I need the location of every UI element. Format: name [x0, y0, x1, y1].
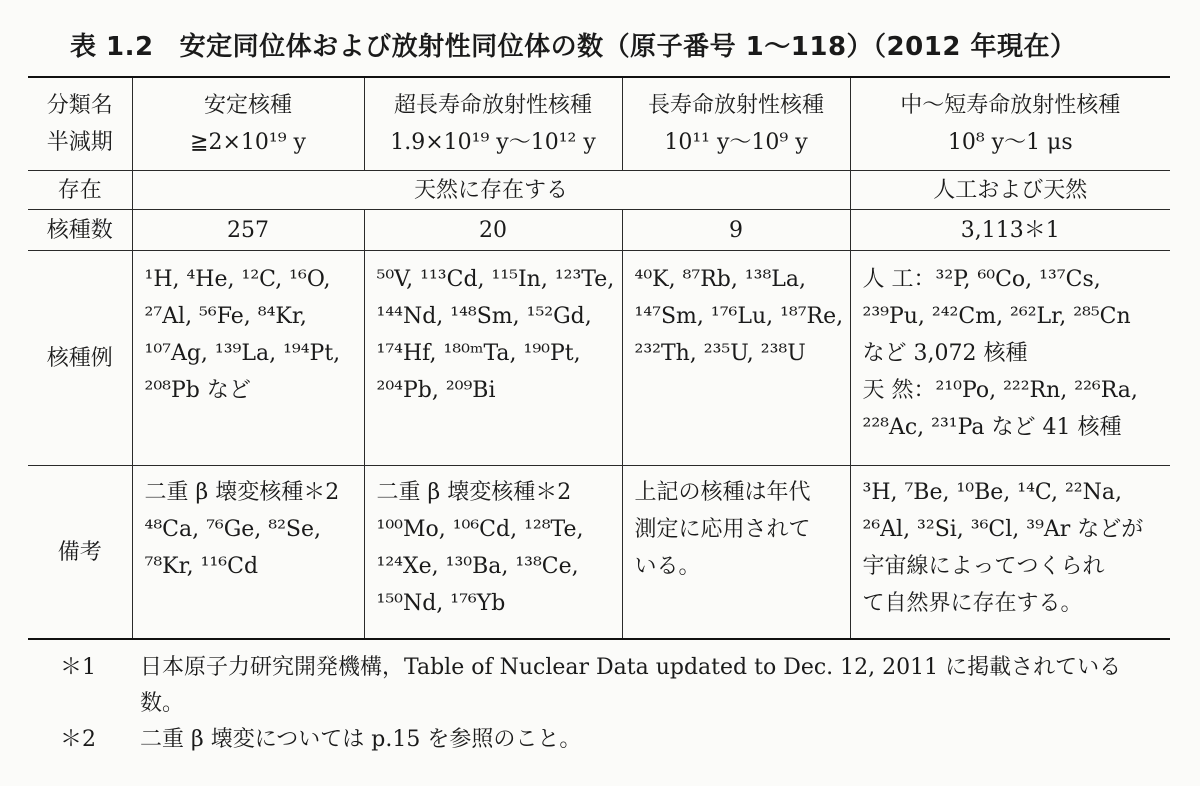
example-line: ²⁰⁴Pb, ²⁰⁹Bi [376, 378, 496, 403]
remark-line: 宇宙線によってつくられ [862, 554, 1105, 579]
footnote-line: 日本原子力研究開発機構，Table of Nuclear Data updated to Dec. 12, 2011 に掲載されている [140, 655, 1122, 680]
example-line: ¹⁴⁷Sm, ¹⁷⁶Lu, ¹⁸⁷Re, [634, 304, 844, 329]
example-line: ²³²Th, ²³⁵U, ²³⁸U [634, 341, 806, 366]
table-title [70, 26, 1170, 63]
remark-line: いる。 [634, 554, 701, 579]
remark-line: て自然界に存在する。 [862, 591, 1083, 616]
remark-line: ¹⁵⁰Nd, ¹⁷⁶Yb [376, 591, 506, 616]
remarks-stable [132, 466, 364, 640]
remarks-ultra-long [364, 466, 622, 640]
isotope-table [28, 76, 1170, 640]
footnote-text [140, 722, 1170, 758]
footnote-2 [60, 722, 1170, 758]
count-medium-short: 3,113＊1 [850, 210, 1170, 251]
table-number: 表 1.2 [70, 32, 154, 62]
column-name: 長寿命放射性核種 [647, 93, 824, 118]
remark-line: 二重 β 壊変核種＊2 [376, 480, 572, 505]
existence-row [28, 171, 1170, 210]
remarks-label: 備考 [28, 466, 132, 640]
example-line: など 3,072 核種 [862, 341, 1028, 366]
examples-row [28, 251, 1170, 466]
example-line: ²⁰⁸Pb など [144, 378, 251, 403]
example-line: ⁵⁰V, ¹¹³Cd, ¹¹⁵In, ¹²³Te, [376, 267, 615, 292]
examples-label: 核種例 [28, 251, 132, 466]
column-name: 超長寿命放射性核種 [393, 93, 592, 118]
column-half-life: ≧2×10¹⁹ y [190, 130, 306, 155]
column-name: 安定核種 [203, 93, 292, 118]
examples-ultra-long [364, 251, 622, 466]
existence-natural: 天然に存在する [132, 171, 850, 210]
header-row [28, 77, 1170, 171]
existence-label: 存在 [28, 171, 132, 210]
example-line: ²³⁹Pu, ²⁴²Cm, ²⁶²Lr, ²⁸⁵Cn [862, 304, 1131, 329]
example-line: ¹⁰⁷Ag, ¹³⁹La, ¹⁹⁴Pt, [144, 341, 341, 366]
count-ultra-long: 20 [364, 210, 622, 251]
example-line: ¹⁴⁴Nd, ¹⁴⁸Sm, ¹⁵²Gd, [376, 304, 592, 329]
count-label: 核種数 [28, 210, 132, 251]
category-label: 分類名 [46, 93, 113, 118]
examples-long [622, 251, 850, 466]
footnotes [60, 650, 1170, 758]
footnote-line: 二重 β 壊変については p.15 を参照のこと。 [140, 727, 582, 752]
column-header-ultra-long [364, 77, 622, 171]
table-caption: 安定同位体および放射性同位体の数（原子番号 1〜118）（2012 年現在） [179, 32, 1077, 62]
remark-line: ⁴⁸Ca, ⁷⁶Ge, ⁸²Se, [144, 517, 322, 542]
column-header-medium-short [850, 77, 1170, 171]
examples-medium-short [850, 251, 1170, 466]
example-line: ²²⁸Ac, ²³¹Pa など 41 核種 [862, 415, 1122, 440]
column-name: 中〜短寿命放射性核種 [900, 93, 1121, 118]
remark-line: ¹²⁴Xe, ¹³⁰Ba, ¹³⁸Ce, [376, 554, 579, 579]
column-half-life: 10¹¹ y〜10⁹ y [664, 130, 808, 155]
column-header-long [622, 77, 850, 171]
existence-artificial: 人工および天然 [850, 171, 1170, 210]
remark-line: ¹⁰⁰Mo, ¹⁰⁶Cd, ¹²⁸Te, [376, 517, 584, 542]
remark-line: 測定に応用されて [634, 517, 811, 542]
example-line: ⁴⁰K, ⁸⁷Rb, ¹³⁸La, [634, 267, 807, 292]
count-stable: 257 [132, 210, 364, 251]
column-header-stable [132, 77, 364, 171]
example-line: 人 工：³²P, ⁶⁰Co, ¹³⁷Cs, [862, 267, 1101, 292]
remarks-long [622, 466, 850, 640]
example-line: ¹⁷⁴Hf, ¹⁸⁰ᵐTa, ¹⁹⁰Pt, [376, 341, 581, 366]
footnote-mark: ＊1 [60, 655, 96, 680]
example-line: 天 然：²¹⁰Po, ²²²Rn, ²²⁶Ra, [862, 378, 1138, 403]
remark-line: ⁷⁸Kr, ¹¹⁶Cd [144, 554, 259, 579]
remark-line: ³H, ⁷Be, ¹⁰Be, ¹⁴C, ²²Na, [862, 480, 1122, 505]
example-line: ¹H, ⁴He, ¹²C, ¹⁶O, [144, 267, 331, 292]
count-long: 9 [622, 210, 850, 251]
example-line: ²⁷Al, ⁵⁶Fe, ⁸⁴Kr, [144, 304, 307, 329]
remarks-row [28, 466, 1170, 640]
count-row [28, 210, 1170, 251]
footnote-text [140, 650, 1170, 722]
remark-line: 二重 β 壊変核種＊2 [144, 480, 340, 505]
remark-line: ²⁶Al, ³²Si, ³⁶Cl, ³⁹Ar などが [862, 517, 1144, 542]
footnote-line: 数。 [140, 691, 185, 716]
column-half-life: 1.9×10¹⁹ y〜10¹² y [390, 130, 596, 155]
footnote-mark: ＊2 [60, 727, 96, 752]
remarks-medium-short [850, 466, 1170, 640]
remark-line: 上記の核種は年代 [634, 480, 811, 505]
column-half-life: 10⁸ y〜1 μs [947, 130, 1073, 155]
footnote-1 [60, 650, 1170, 722]
header-label-cell [28, 77, 132, 171]
examples-stable [132, 251, 364, 466]
half-life-label: 半減期 [46, 130, 113, 155]
